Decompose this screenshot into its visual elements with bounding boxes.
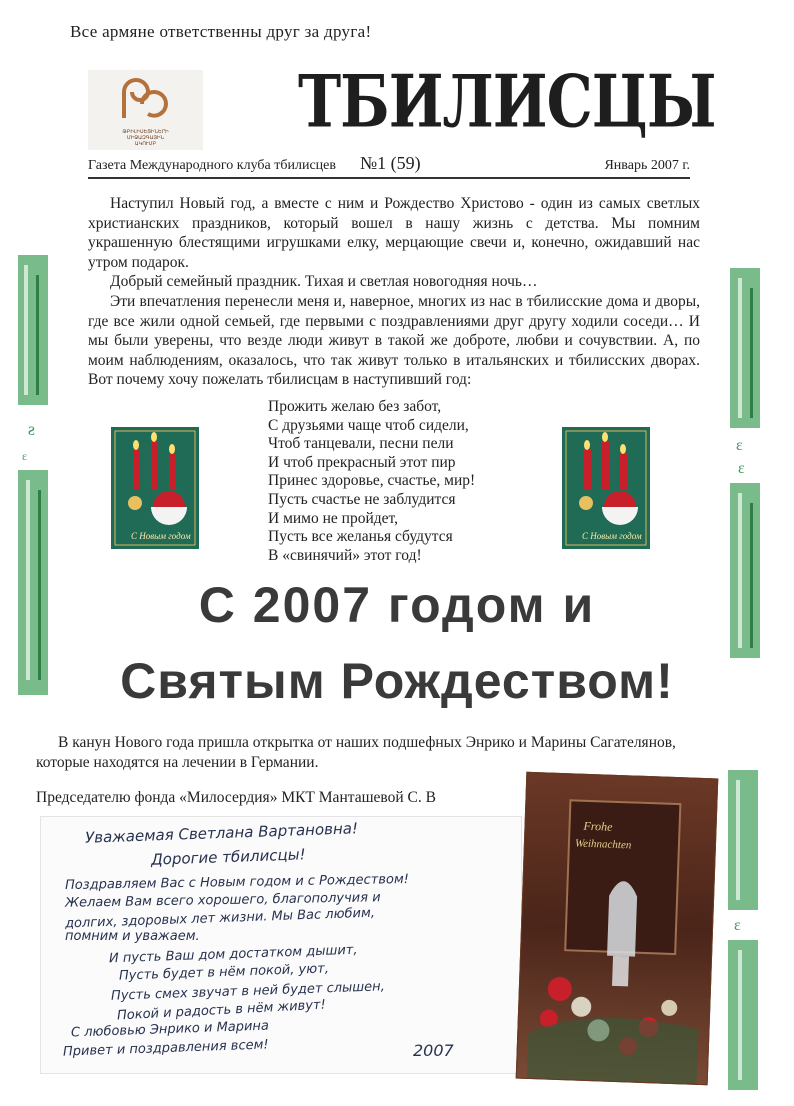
letter-line: Дорогие тбилисцы! bbox=[150, 845, 306, 869]
christmas-candles-card-left bbox=[111, 427, 199, 549]
issue-date: Январь 2007 г. bbox=[604, 158, 690, 173]
svg-text:ɛ: ɛ bbox=[738, 460, 745, 477]
poem-line: Принес здоровье, счастье, мир! bbox=[268, 472, 476, 490]
intro-paragraph: Добрый семейный праздник. Тихая и светлая новогодняя ночь… bbox=[110, 273, 538, 291]
poem-line: И мимо не пройдет, bbox=[268, 509, 398, 527]
letter-line: С любовью Энрико и Марина bbox=[70, 1018, 270, 1041]
poem-line: И чтоб прекрасный этот пир bbox=[268, 453, 456, 471]
letter-line: помним и уважаем. bbox=[65, 929, 200, 944]
letter-line: Поздравляем Вас с Новым годом и с Рождеством! bbox=[64, 871, 410, 894]
letter-line: Привет и поздравления всем! bbox=[62, 1037, 269, 1060]
svg-text:ɛ: ɛ bbox=[736, 437, 743, 454]
postcard-news bbox=[36, 733, 726, 773]
poem-line: Чтоб танцевали, песни пели bbox=[268, 435, 454, 453]
svg-text:ɛ: ɛ bbox=[22, 449, 28, 463]
poem-line: В «свинячий» этот год! bbox=[268, 546, 422, 564]
new-year-poem bbox=[268, 398, 475, 565]
svg-text:ƨ: ƨ bbox=[28, 419, 36, 439]
poem-line: Прожить желаю без забот, bbox=[268, 398, 442, 415]
poem-line: С друзьями чаще чтоб сидели, bbox=[268, 416, 469, 434]
green-ornament-border-right-bottom bbox=[726, 770, 760, 1090]
issue-line bbox=[88, 153, 690, 179]
letter-line: Желаем Вам всего хорошего, благополучия и bbox=[64, 890, 381, 911]
letter-line: долгих, здоровых лет жизни. Мы Вас любим, bbox=[64, 905, 376, 932]
logo-text-line: ՄԻՋԱԶԳԱՅԻՆ bbox=[126, 135, 165, 141]
letter-line: Уважаемая Светлана Вартановна! bbox=[84, 819, 359, 847]
masthead-title: ТБИЛИСЦЫ bbox=[298, 59, 716, 144]
poem-line: Пусть все желанья сбудутся bbox=[268, 528, 453, 546]
poem-line: Пусть счастье не заблудится bbox=[268, 490, 456, 508]
svg-text:Frohe: Frohe bbox=[583, 818, 613, 834]
club-logo-icon bbox=[114, 78, 178, 122]
christmas-postcard-photo bbox=[516, 772, 719, 1086]
club-logo bbox=[88, 70, 203, 150]
svg-text:С Новым годом: С Новым годом bbox=[582, 531, 642, 541]
svg-text:ɛ: ɛ bbox=[734, 917, 741, 934]
letter-line: И пусть Ваш дом достатком дышит, bbox=[108, 942, 358, 967]
handwritten-letter bbox=[40, 816, 522, 1074]
greeting-headline-line1: С 2007 годом и bbox=[198, 577, 596, 633]
logo-text-line: ԹԲԻԼԻՍԵՑԻՆԵՐԻ bbox=[122, 129, 169, 135]
greeting-headline-line2: Святым Рождеством! bbox=[120, 653, 674, 709]
logo-text-line: ԱԿՈՒՄԲ bbox=[134, 141, 157, 147]
svg-text:Weihnachten: Weihnachten bbox=[574, 837, 632, 852]
newspaper-masthead bbox=[298, 59, 716, 152]
letter-line: Покой и радость в нём живут! bbox=[116, 997, 327, 1024]
svg-text:С Новым годом: С Новым годом bbox=[131, 531, 191, 541]
letter-addressee: Председателю фонда «Милосердия» МКТ Манташевой С. В bbox=[36, 789, 436, 806]
paper-name: Газета Международного клуба тбилисцев bbox=[88, 158, 336, 173]
intro-article bbox=[88, 194, 700, 390]
intro-paragraph: Наступил Новый год, а вместе с ним и Рождество Христово - один из самых светлых христианских праздников, который вошел в нашу жизнь с детства. Мы помним украшенную блестящими игрушками елку, мерцающие свечи и, конечно, ожидавший нас утром подарок. bbox=[88, 195, 700, 271]
club-motto: Все армяне ответственны друг за друга! bbox=[70, 22, 372, 41]
intro-paragraph: Эти впечатления перенесли меня и, наверное, многих из нас в тбилисские дома и дворы, где все жили одной семьей, где первыми с поздравлениями друг другу ходили соседи… И мы были уверены, что везде люди живут в такой же доброте, любви и сочувствии. А, по моим наблюдениям, оказалось, что так живут только в итальянских и тбилисских дворах. Вот почему хочу пожелать тбилисцам в наступивший год: bbox=[88, 292, 700, 389]
christmas-candles-card-right bbox=[562, 427, 650, 549]
news-paragraph: В канун Нового года пришла открытка от наших подшефных Энрико и Марины Сагателянов, которые находятся на лечении в Германии. bbox=[36, 734, 676, 771]
letter-line: Пусть будет в нём покой, уют, bbox=[118, 961, 330, 984]
letter-line: Пусть смех звучат в ней будет слышен, bbox=[110, 979, 386, 1004]
letter-year: 2007 bbox=[413, 1041, 454, 1060]
issue-number: №1 (59) bbox=[359, 153, 421, 173]
